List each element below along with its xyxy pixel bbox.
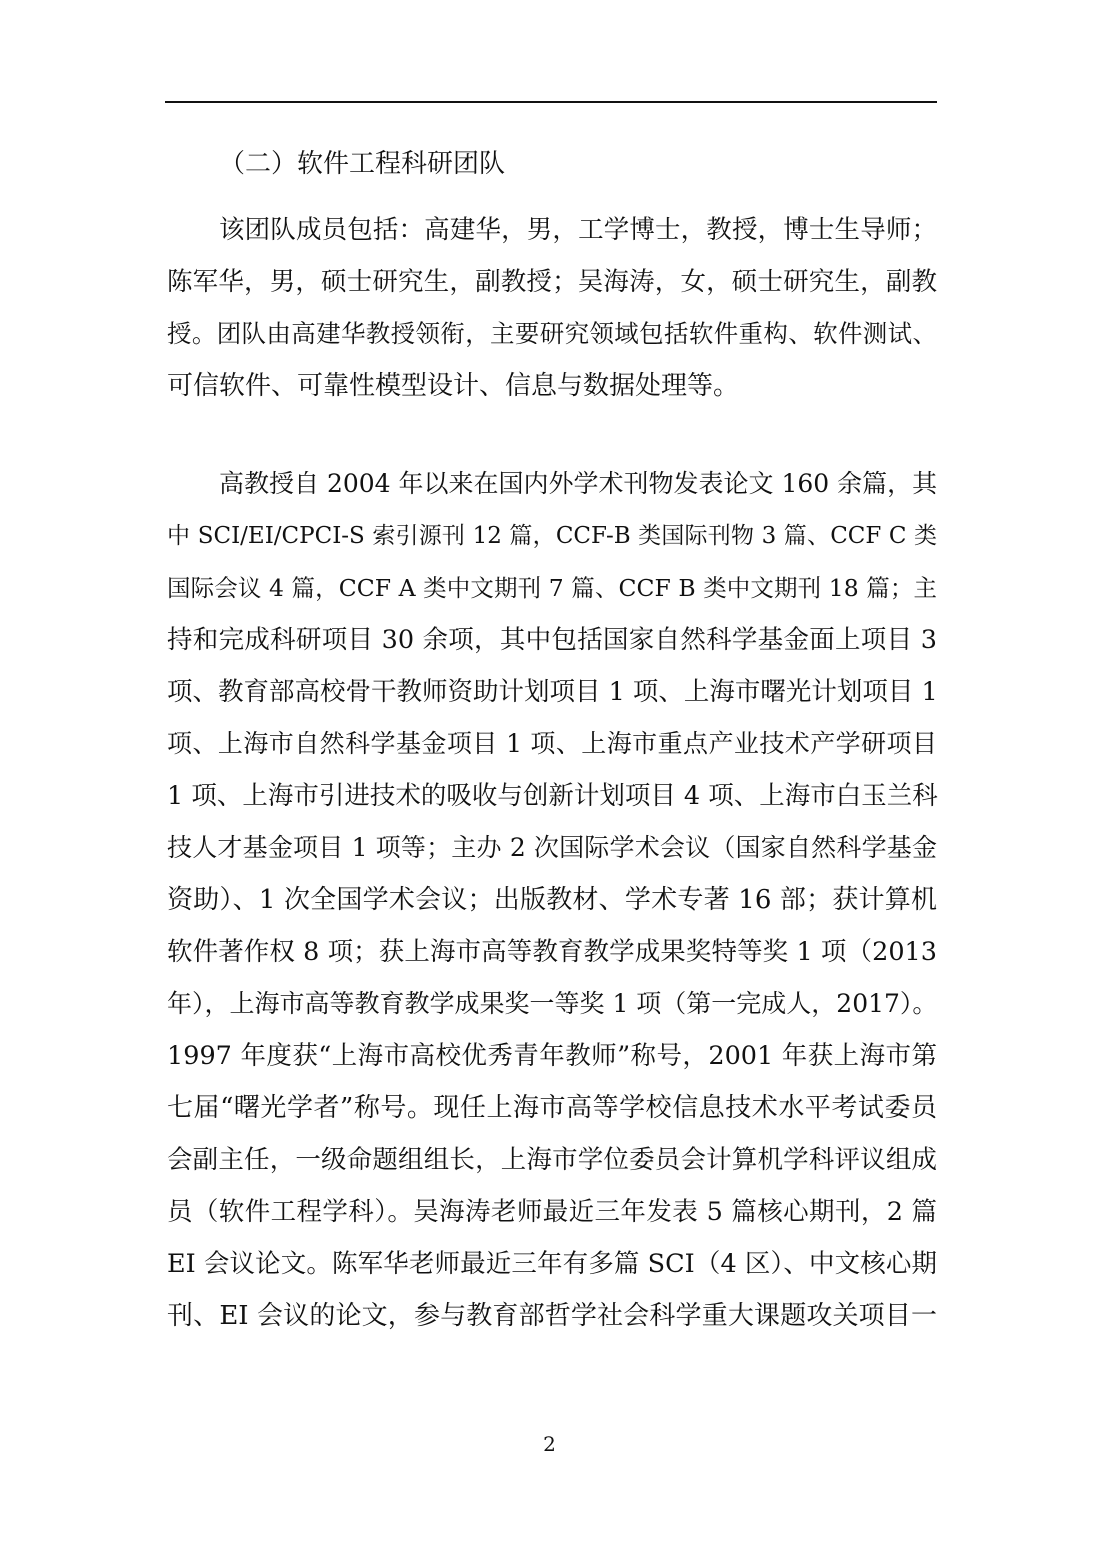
paragraph-line: 高教授自 2004 年以来在国内外学术刊物发表论文 160 余篇，其 (219, 469, 938, 498)
paragraph-line: 授。团队由高建华教授领衔，主要研究领域包括软件重构、软件测试、 (167, 319, 937, 348)
page-number: 2 (543, 1432, 556, 1456)
section-heading: （二）软件工程科研团队 (219, 149, 506, 179)
team-members-paragraph (167, 204, 937, 412)
paragraph-line: 会副主任，一级命题组组长，上海市学位委员会计算机学科评议组成 (167, 1145, 937, 1175)
paragraph-line: 资助）、1 次全国学术会议；出版教材、学术专著 16 部；获计算机 (167, 885, 937, 915)
paragraph-line: 该团队成员包括：高建华，男，工学博士，教授，博士生导师； (219, 215, 937, 245)
paragraph-line: EI 会议论文。陈军华老师最近三年有多篇 SCI（4 区）、中文核心期 (167, 1249, 937, 1279)
paragraph-line: 软件著作权 8 项；获上海市高等教育教学成果奖特等奖 1 项（2013 (167, 937, 937, 967)
paragraph-line: 员（软件工程学科）。吴海涛老师最近三年发表 5 篇核心期刊，2 篇 (167, 1197, 937, 1227)
paragraph-line: 陈军华，男，硕士研究生，副教授；吴海涛，女，硕士研究生，副教 (167, 267, 937, 297)
paragraph-line: 刊、EI 会议的论文，参与教育部哲学社会科学重大课题攻关项目一 (167, 1301, 937, 1331)
paragraph-line: 七届“曙光学者”称号。现任上海市高等学校信息技术水平考试委员 (167, 1093, 937, 1123)
paragraph-line: 项、教育部高校骨干教师资助计划项目 1 项、上海市曙光计划项目 1 (167, 677, 938, 707)
paragraph-line: 可信软件、可靠性模型设计、信息与数据处理等。 (167, 371, 740, 401)
paragraph-line: 1 项、上海市引进技术的吸收与创新计划项目 4 项、上海市白玉兰科 (167, 781, 938, 811)
paragraph-line: 中 SCI/EI/CPCI-S 索引源刊 12 篇，CCF-B 类国际刊物 3 篇、CCF C 类 (167, 523, 937, 549)
header-rule (165, 101, 937, 103)
paragraph-line: 持和完成科研项目 30 余项，其中包括国家自然科学基金面上项目 3 (167, 625, 937, 655)
paragraph-line: 国际会议 4 篇，CCF A 类中文期刊 7 篇、CCF B 类中文期刊 18 篇；主 (167, 574, 937, 602)
paragraph-line: 项、上海市自然科学基金项目 1 项、上海市重点产业技术产学研项目 (167, 729, 937, 758)
paragraph-line: 年），上海市高等教育教学成果奖一等奖 1 项（第一完成人，2017）。 (167, 989, 938, 1018)
achievements-paragraph (167, 458, 937, 1342)
paragraph-line: 技人才基金项目 1 项等；主办 2 次国际学术会议（国家自然科学基金 (167, 833, 937, 862)
paragraph-line: 1997 年度获“上海市高校优秀青年教师”称号，2001 年获上海市第 (167, 1041, 937, 1071)
